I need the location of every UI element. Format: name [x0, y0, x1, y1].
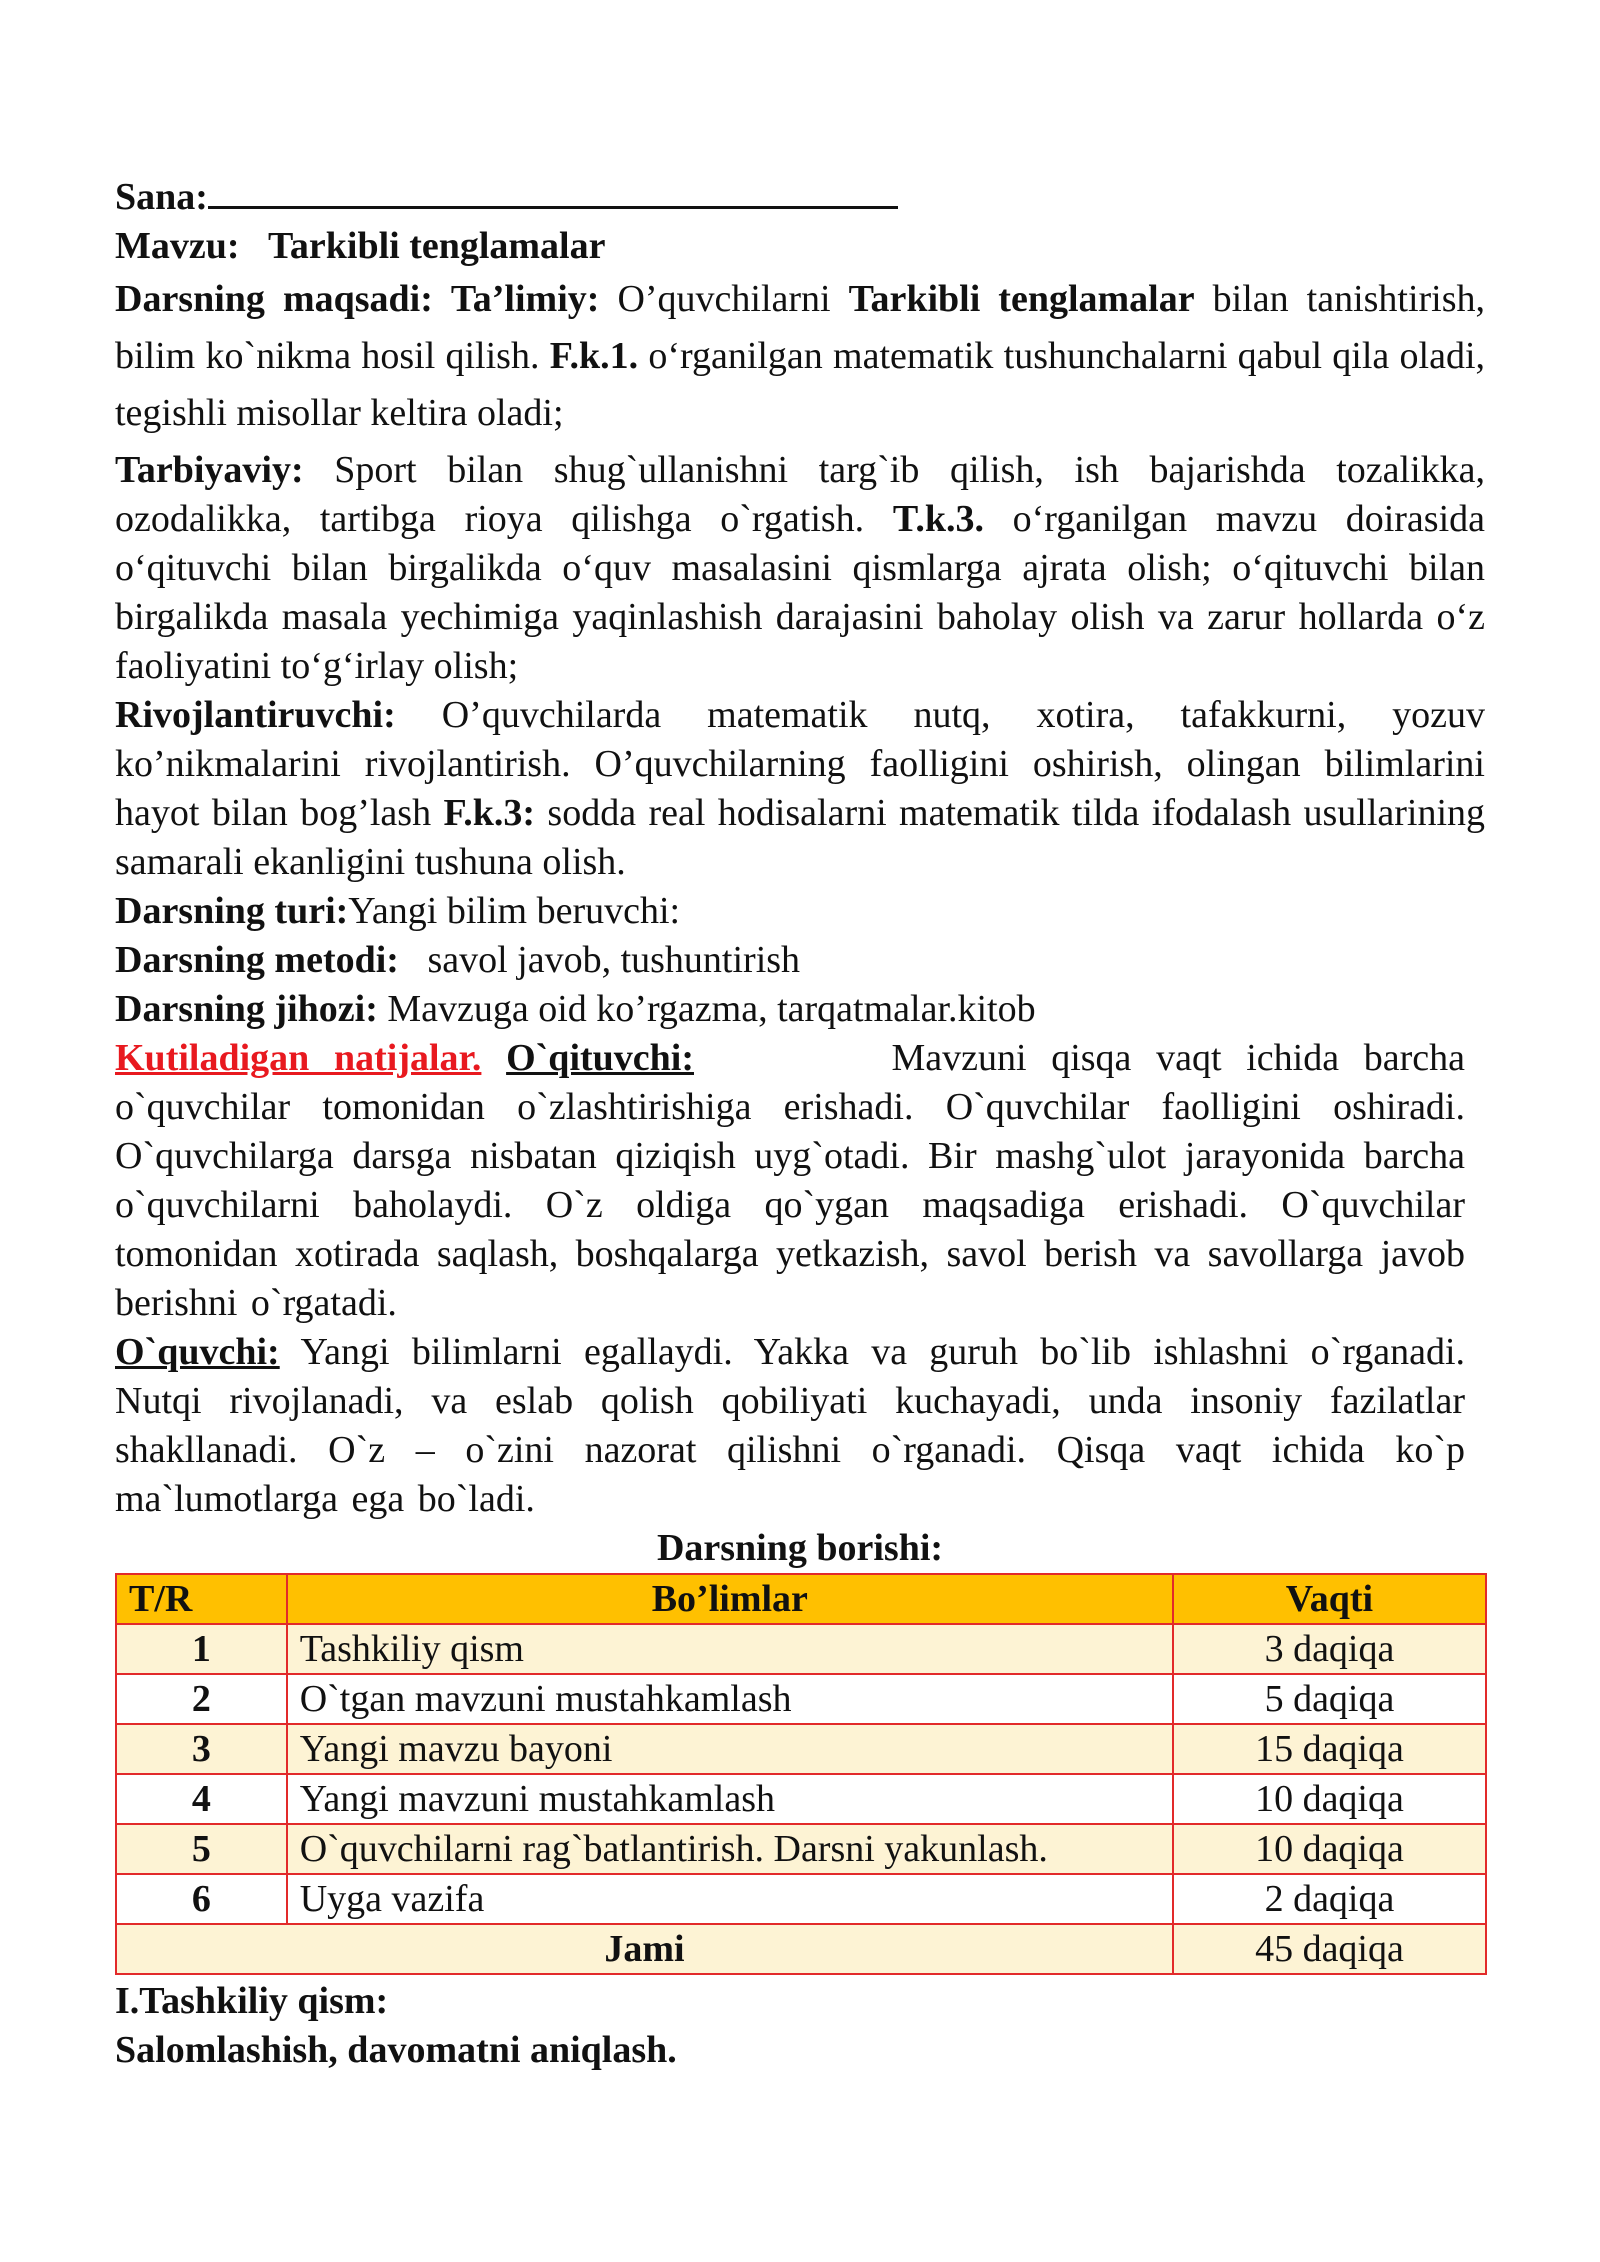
table-row: [116, 1724, 1486, 1774]
sana-line: [115, 172, 1485, 222]
maqsad-text-2: bilan tanishtirish, bilim ko`nikma hosil qilish.: [115, 278, 1486, 377]
row-time: 10 daqiqa: [1173, 1824, 1486, 1874]
borishi-title: Darsning borishi:: [656, 1527, 944, 1569]
fk1-label: F.k.1.: [549, 335, 639, 377]
oqituvchi-text: Mavzuni qisqa vaqt ichida barcha o`quvchilar tomonidan o`zlashtirishiga erishadi. O`quvchilar faolligini oshiradi. O`quvchilarga darsga nisbatan qiziqish uyg`otadi. Bir mashg`ulot jarayonida barcha o`quvchilarni baholaydi. O`z oldiga qo`ygan maqsadiga erishadi. O`quvchilar tomonidan xotirada saqlash, boshqalarga yetkazish, savol berish va savollarga javob berishni o`rgatadi.: [115, 1037, 1465, 1324]
oquvchi-label: O`quvchi:: [115, 1331, 280, 1373]
kutil-student-paragraph: [115, 1328, 1465, 1524]
lesson-plan-table: [115, 1573, 1487, 1975]
section1-title: I.Tashkiliy qism:: [115, 1980, 389, 2022]
tk3-label: T.k.3.: [892, 498, 984, 540]
tarbiyaviy-paragraph: [115, 446, 1485, 691]
rivoj-text-1: O’quvchilarda matematik nutq, xotira, tafakkurni, yozuv ko’nikmalarini rivojlantirish. O’quvchilarning faolligini oshirish, olingan bilimlarini hayot bilan bog’lash: [115, 694, 1486, 834]
maqsad-paragraph: [115, 271, 1485, 442]
rivoj-label: Rivojlantiruvchi:: [115, 694, 396, 736]
row-number: 6: [116, 1874, 287, 1924]
row-number: 1: [116, 1624, 287, 1674]
maqsad-label: Darsning maqsadi:: [115, 278, 433, 320]
table-row: [116, 1624, 1486, 1674]
table-total-row: [116, 1924, 1486, 1974]
mavzu-value: Tarkibli tenglamalar: [268, 225, 606, 267]
row-section: Tashkiliy qism: [287, 1624, 1173, 1674]
table-header-row: [116, 1574, 1486, 1624]
jihozi-line: [115, 985, 1485, 1034]
maqsad-text-1: O’quvchilarni: [617, 278, 831, 320]
tarbiyaviy-label: Tarbiyaviy:: [115, 449, 304, 491]
rivoj-paragraph: [115, 691, 1485, 887]
metodi-line: [115, 936, 1485, 985]
table-row: [116, 1674, 1486, 1724]
row-number: 3: [116, 1724, 287, 1774]
row-time: 3 daqiqa: [1173, 1624, 1486, 1674]
metodi-label: Darsning metodi:: [115, 939, 399, 981]
tarbiyaviy-text-2: o‘rganilgan mavzu doirasida o‘qituvchi bilan birgalikda o‘quv masalasini qismlarga ajrata olish; o‘qituvchi bilan birgalikda masala yechimiga yaqinlashish darajasini baholay olish va zarur hollarda o‘z faoliyatini to‘g‘irlay olish;: [115, 498, 1486, 687]
header-bolimlar: Bo’limlar: [287, 1574, 1173, 1624]
row-number: 5: [116, 1824, 287, 1874]
row-number: 2: [116, 1674, 287, 1724]
mavzu-line: [115, 222, 1485, 271]
total-value: 45 daqiqa: [1173, 1924, 1486, 1974]
turi-line: [115, 887, 1485, 936]
kutil-teacher-paragraph: [115, 1034, 1465, 1328]
document-page: [115, 172, 1485, 2075]
header-tr: T/R: [116, 1574, 287, 1624]
turi-value: Yangi bilim beruvchi:: [348, 890, 681, 932]
row-section: Yangi mavzu bayoni: [287, 1724, 1173, 1774]
oquvchi-text: Yangi bilimlarni egallaydi. Yakka va guruh bo`lib ishlashni o`rganadi. Nutqi rivojlanadi, va eslab qolish qobiliyati kuchayadi, unda insoniy fazilatlar shakllanadi. O`z – o`zini nazorat qilishni o`rganadi. Qisqa vaqt ichida ko`p ma`lumotlarga ega bo`ladi.: [115, 1331, 1465, 1520]
total-label: Jami: [116, 1924, 1173, 1974]
table-row: [116, 1874, 1486, 1924]
row-time: 5 daqiqa: [1173, 1674, 1486, 1724]
turi-label: Darsning turi:: [115, 890, 349, 932]
row-time: 2 daqiqa: [1173, 1874, 1486, 1924]
rivoj-text-2: sodda real hodisalarni matematik tilda ifodalash usullarining samarali ekanligini tushuna olish.: [115, 792, 1486, 883]
maqsad-topic: Tarkibli tenglamalar: [848, 278, 1195, 320]
talimiy-label: Ta’limiy:: [450, 278, 600, 320]
row-section: O`quvchilarni rag`batlantirish. Darsni yakunlash.: [287, 1824, 1173, 1874]
fk3-label: F.k.3:: [443, 792, 535, 834]
jihozi-value: Mavzuga oid ko’rgazma, tarqatmalar.kitob: [387, 988, 1036, 1030]
row-section: O`tgan mavzuni mustahkamlash: [287, 1674, 1173, 1724]
row-section: Yangi mavzuni mustahkamlash: [287, 1774, 1173, 1824]
table-row: [116, 1824, 1486, 1874]
section1-subtitle: Salomlashish, davomatni aniqlash.: [115, 2029, 677, 2071]
tarbiyaviy-text-1: Sport bilan shug`ullanishni targ`ib qilish, ish bajarishda tozalikka, ozodalikka, tartibga rioya qilishga o`rgatish.: [115, 449, 1485, 540]
row-time: 10 daqiqa: [1173, 1774, 1486, 1824]
table-row: [116, 1774, 1486, 1824]
oqituvchi-label: O`qituvchi:: [506, 1037, 694, 1079]
metodi-value: savol javob, tushuntirish: [427, 939, 801, 981]
header-vaqti: Vaqti: [1173, 1574, 1486, 1624]
kutil-label: Kutiladigan natijalar.: [115, 1037, 482, 1079]
maqsad-text-3: o‘rganilgan matematik tushunchalarni qabul qila oladi, tegishli misollar keltira oladi;: [115, 335, 1486, 434]
mavzu-label: Mavzu:: [115, 225, 240, 267]
sana-blank: [208, 172, 898, 209]
sana-label: Sana:: [115, 176, 208, 218]
row-time: 15 daqiqa: [1173, 1724, 1486, 1774]
row-number: 4: [116, 1774, 287, 1824]
row-section: Uyga vazifa: [287, 1874, 1173, 1924]
jihozi-label: Darsning jihozi:: [115, 988, 378, 1030]
